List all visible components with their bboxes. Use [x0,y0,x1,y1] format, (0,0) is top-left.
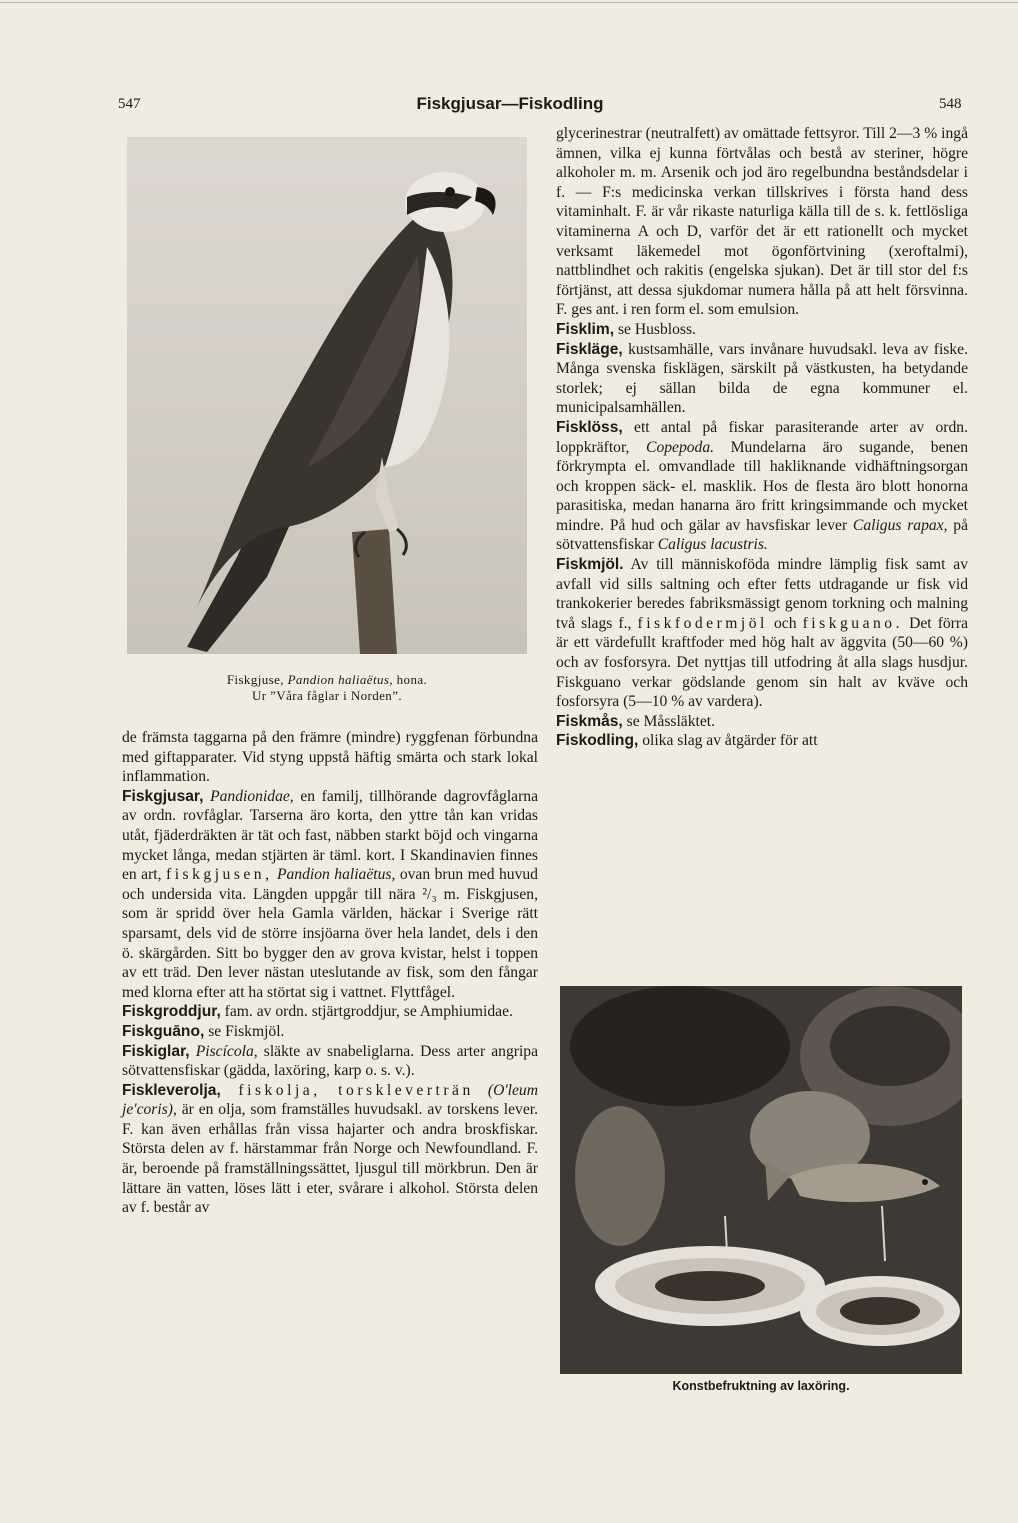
entry-fiskleverolja [122,1081,538,1218]
top-rule [0,2,1018,3]
latin-pandion: Pandion haliaëtus, [276,866,396,884]
osprey-photo [127,137,527,654]
trout-illustration [560,986,962,1374]
right-column [556,124,968,751]
entry-text: olika slag av åtgärder för att [638,732,818,750]
latin-oleum: (O'leum je'coris), [122,1081,538,1119]
headword-fiskloss: Fisklöss, [556,418,623,436]
entry-fisklage [556,340,968,418]
entry-text: på sötvattensfiskar [556,516,969,554]
entry-fiskmjol [556,555,968,712]
entry-text: släkte av snabeliglarna. Dess arter angripa sötvattensfiskar (gädda, laxöring, karp o. s. v.). [122,1042,538,1080]
running-head: Fiskgjusar—Fiskodling [416,94,604,113]
latin-copepoda: Copepoda. [646,438,715,456]
latin-caligus-lacustris: Caligus lacustris. [657,536,768,554]
entry-text: Mundelarna äro sugande, benen förkrympta el. omvandlade till hakliknande vidhäftningsorgan och kroppen säck- el. masklik. Hos de flesta äro blott honorna parasitiska, medan hanarna äro fritt kringsimmande och mycket mindre. På hud och gälar av havsfiskar lever [556,438,969,534]
spaced-fiskfodermjol: fiskfodermjöl [637,614,768,632]
entry-text: Av till människoföda mindre lämplig fisk samt av avfall vid sills saltning och efter fetts utdragande ur fisk vid trankokerier beredes fabriksmässigt genom torkning och malning två slags f., [556,556,968,632]
paragraph-continuation: glycerinestrar (neutralfett) av omättade fettsyror. Till 2—3 % ingå ämnen, vilka ej kunna förtvålas och bestå av steriner, högre alkoholer m. m. Arsenik och jod äro regelbundna beståndsdelar i f. — F:s medicinska verkan tillskrives i första hand dess vitaminhalt. F. är vår rikaste naturliga källa till de s. k. fettlösliga vitaminerna A och D, varför det är ett rationellt och mycket verksamt läkemedel mot ögonförtvining (xeroftalmi), nattblindhet och rakitis (engelska sjukan). Det är till stor del f:s förtjänst, att dessa sjukdomar numera hålla på att helt försvinna. F. ges ant. i ren form el. som emulsion. [556,125,968,319]
entry-fiskgroddjur [122,1002,538,1022]
headword-fiskguano: Fiskguāno, [122,1022,205,1040]
spaced-fiskguano: fiskguano. [802,614,903,632]
headword-fiskiglar: Fiskiglar, [122,1042,190,1060]
headword-fisklage: Fiskläge, [556,340,623,358]
entry-text: se Måssläktet. [622,712,715,730]
latin-pandionidae: Pandionidae, [210,787,294,805]
entry-text: ett antal på fiskar parasiterande arter av ordn. loppkräftor, [556,418,968,456]
entry-fiskiglar [122,1042,538,1081]
paragraph-continuation: de främsta taggarna på den främre (mindre) ryggfenan förbundna med giftapparater. Vid styng uppstå häftig smärta och stark lokal inflammation. [122,729,538,786]
entry-text: fam. av ordn. stjärtgroddjur, se Amphiumidae. [220,1003,513,1021]
entry-text: ovan brun med huvud och undersida vita. Längden uppgår till nära ²/₃ m. Fiskgjusen, som är spridd över hela Gamla världen, häckar i Sverige rätt sparsamt, dels vid de större insjöarna över hela landet, dels i den ö. skärgården. Sitt bo bygger den av grova kvistar, helst i toppen av ett träd. Den lever nästan uteslutande av fisk, som den fångar med klorna efter att ha störtat sig i vattnet. Flyttfågel. [122,866,538,1001]
headword-fiskleverolja: Fiskleverolja, [122,1081,221,1099]
spaced-fiskgjusen: fiskgjusen, [166,866,273,884]
osprey-illustration [127,137,527,654]
headword-fisklim: Fisklim, [556,320,615,338]
entry-fiskodling [556,731,968,751]
page-number-right: 548 [939,96,962,112]
entry-fiskgjusar [122,787,538,1003]
entry-text: kustsamhälle, vars invånare huvudsakl. leva av fiske. Många svenska fisklägen, särskilt på västkusten, ha betydande storlek; ej sällan bilda de egna kommuner el. municipalsamhällen. [556,340,968,417]
osprey-caption-source: Ur ”Våra fåglar i Norden”. [251,688,403,703]
trout-fertilization-photo [560,986,962,1374]
entry-text: är en olja, som framställes huvudsakl. av torskens lever. F. kan även erhållas från vissa hajarter och andra broskfiskar. Största delen av f. härstammar från Norge och Newfoundland. F. är, beroende på framställningssättet, ljusgul till mörkbrun. Den är lättare än vatten, löses lätt i eter, svårare i alkohol. Största delen av f. består av [122,1101,538,1217]
entry-text: se Husbloss. [614,320,696,338]
page-number-left: 547 [118,96,141,112]
headword-fiskodling: Fiskodling, [556,732,639,750]
latin-piscicola: Piscícola, [195,1042,258,1060]
entry-fiskguano [122,1022,538,1042]
trout-caption: Konstbefruktning av laxöring. [672,1379,850,1393]
latin-caligus-rapax: Caligus rapax, [852,516,948,534]
osprey-caption-text: Fiskgjuse, [226,672,288,687]
spaced-fiskolja: fiskolja, [220,1081,321,1099]
entry-text: och [767,614,803,632]
headword-fiskgroddjur: Fiskgroddjur, [122,1003,221,1021]
headword-fiskgjusar: Fiskgjusar, [122,787,204,805]
entry-fiskmas [556,712,968,732]
entry-text: en familj, tillhörande dagrovfåglarna av ordn. rovfåglar. Tarserna äro korta, den yttre tån kan vridas utåt, fjäderdräkten är tät och fast, näbben starkt böjd och vingarna mycket långa, medan stjärten är täml. kort. I Skandinavien finnes en art, [122,787,538,884]
headword-fiskmas: Fiskmås, [556,712,623,730]
entry-text: se Fiskmjöl. [204,1022,285,1040]
left-column [122,728,538,1218]
entry-fiskloss [556,418,968,555]
headword-fiskmjol: Fiskmjöl. [556,556,624,574]
spaced-torsklevertran: torskleverträn [320,1081,474,1099]
osprey-caption [127,672,527,704]
entry-fisklim [556,320,968,340]
entry-text: Det förra är ett värdefullt kraftfoder med hög halt av äggvita (50—60 %) och av fosforsyra. Det nyttjas till utfodring åt alla slags husdjur. Fiskguano verkar gödslande genom sin halt av kväve och fosforsyra (5—10 % av vardera). [556,614,968,711]
osprey-caption-sex: hona. [393,672,428,687]
osprey-caption-latin: Pandion haliaëtus, [287,672,393,687]
